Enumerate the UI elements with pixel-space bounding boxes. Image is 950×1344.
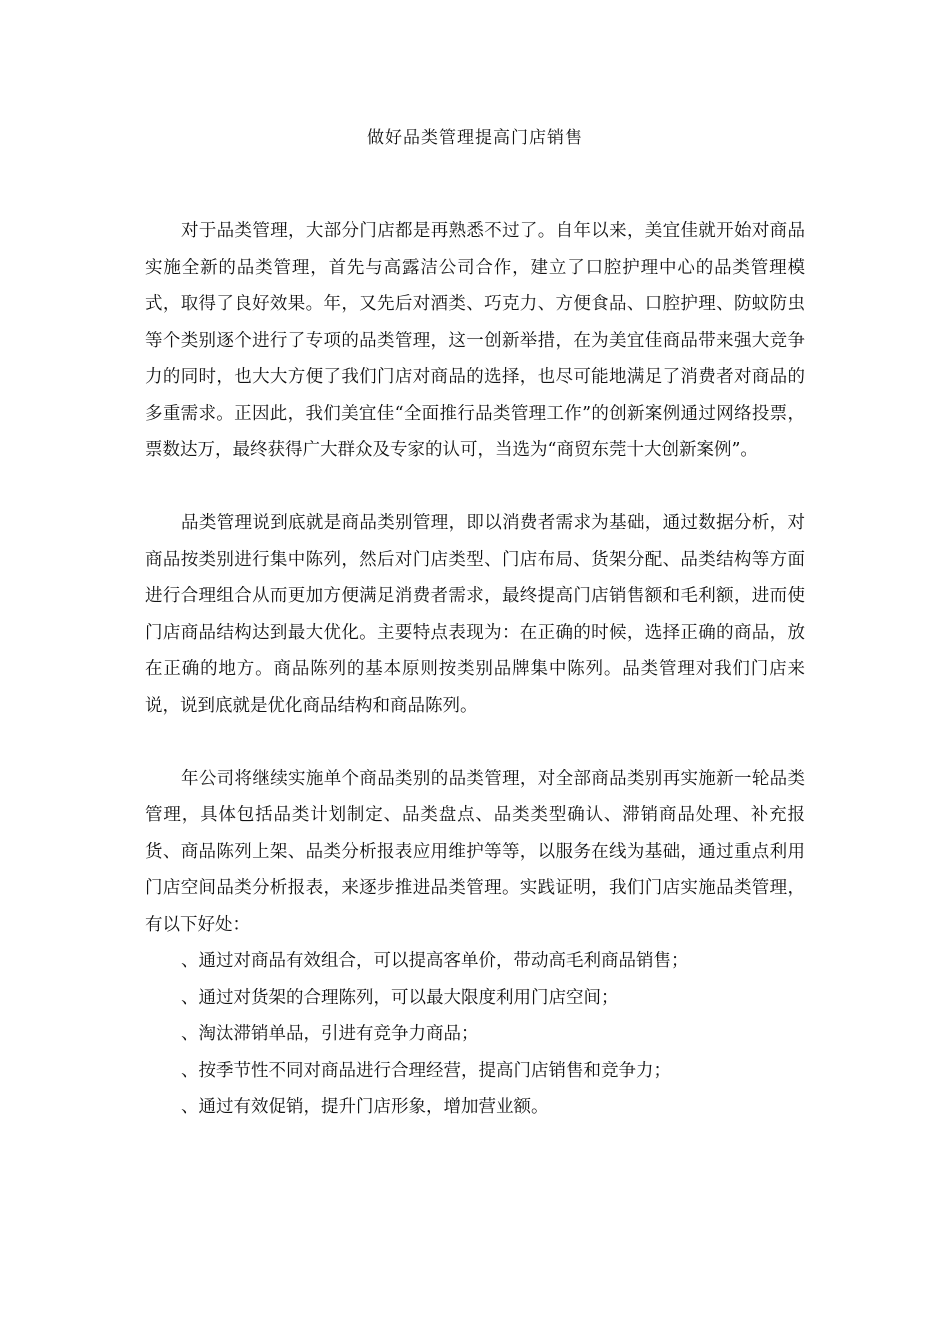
list-item: 、通过对货架的合理陈列，可以最大限度利用门店空间； (181, 987, 619, 1008)
paragraph-plan: 年公司将继续实施单个商品类别的品类管理，对全部商品类别再实施新一轮品类管理，具体包括品类计划制定、品类盘点、品类类型确认、滞销商品处理、补充报货、商品陈列上架、品类分析报表应用维护等等，以服务在线为基础，通过重点利用门店空间品类分析报表，来逐步推进品类管理。实践证明，我们门店实施品类管理，有以下好处： (145, 768, 805, 935)
paragraph-definition: 品类管理说到底就是商品类别管理，即以消费者需求为基础，通过数据分析，对商品按类别进行集中陈列，然后对门店类型、门店布局、货架分配、品类结构等方面进行合理组合从而更加方便满足消费者需求，最终提高门店销售额和毛利额，进而使门店商品结构达到最大优化。主要特点表现为：在正确的时候，选择正确的商品，放在正确的地方。商品陈列的基本原则按类别品牌集中陈列。品类管理对我们门店来说，说到底就是优化商品结构和商品陈列。 (145, 513, 805, 716)
list-item: 、通过对商品有效组合，可以提高客单价，带动高毛利商品销售； (181, 951, 689, 971)
list-item: 、淘汰滞销单品，引进有竞争力商品； (181, 1024, 479, 1044)
paragraph-intro: 对于品类管理，大部分门店都是再熟悉不过了。自年以来，美宜佳就开始对商品实施全新的品类管理，首先与高露洁公司合作，建立了口腔护理中心的品类管理模式，取得了良好效果。年，又先后对酒类、巧克力、方便食品、口腔护理、防蚊防虫等个类别逐个进行了专项的品类管理，这一创新举措，在为美宜佳商品带来强大竞争力的同时，也大大方便了我们门店对商品的选择，也尽可能地满足了消费者对商品的多重需求。正因此，我们美宜佳“全面推行品类管理工作”的创新案例通过网络投票，票数达万，最终获得广大群众及专家的认可，当选为“商贸东莞十大创新案例”。 (145, 221, 805, 460)
document-body (145, 213, 805, 1126)
document-title: 做好品类管理提高门店销售 (367, 128, 583, 148)
benefits-list (145, 943, 805, 1126)
list-item: 、按季节性不同对商品进行合理经营，提高门店销售和竞争力； (181, 1060, 671, 1081)
list-item: 、通过有效促销，提升门店形象，增加营业额。 (181, 1097, 549, 1117)
